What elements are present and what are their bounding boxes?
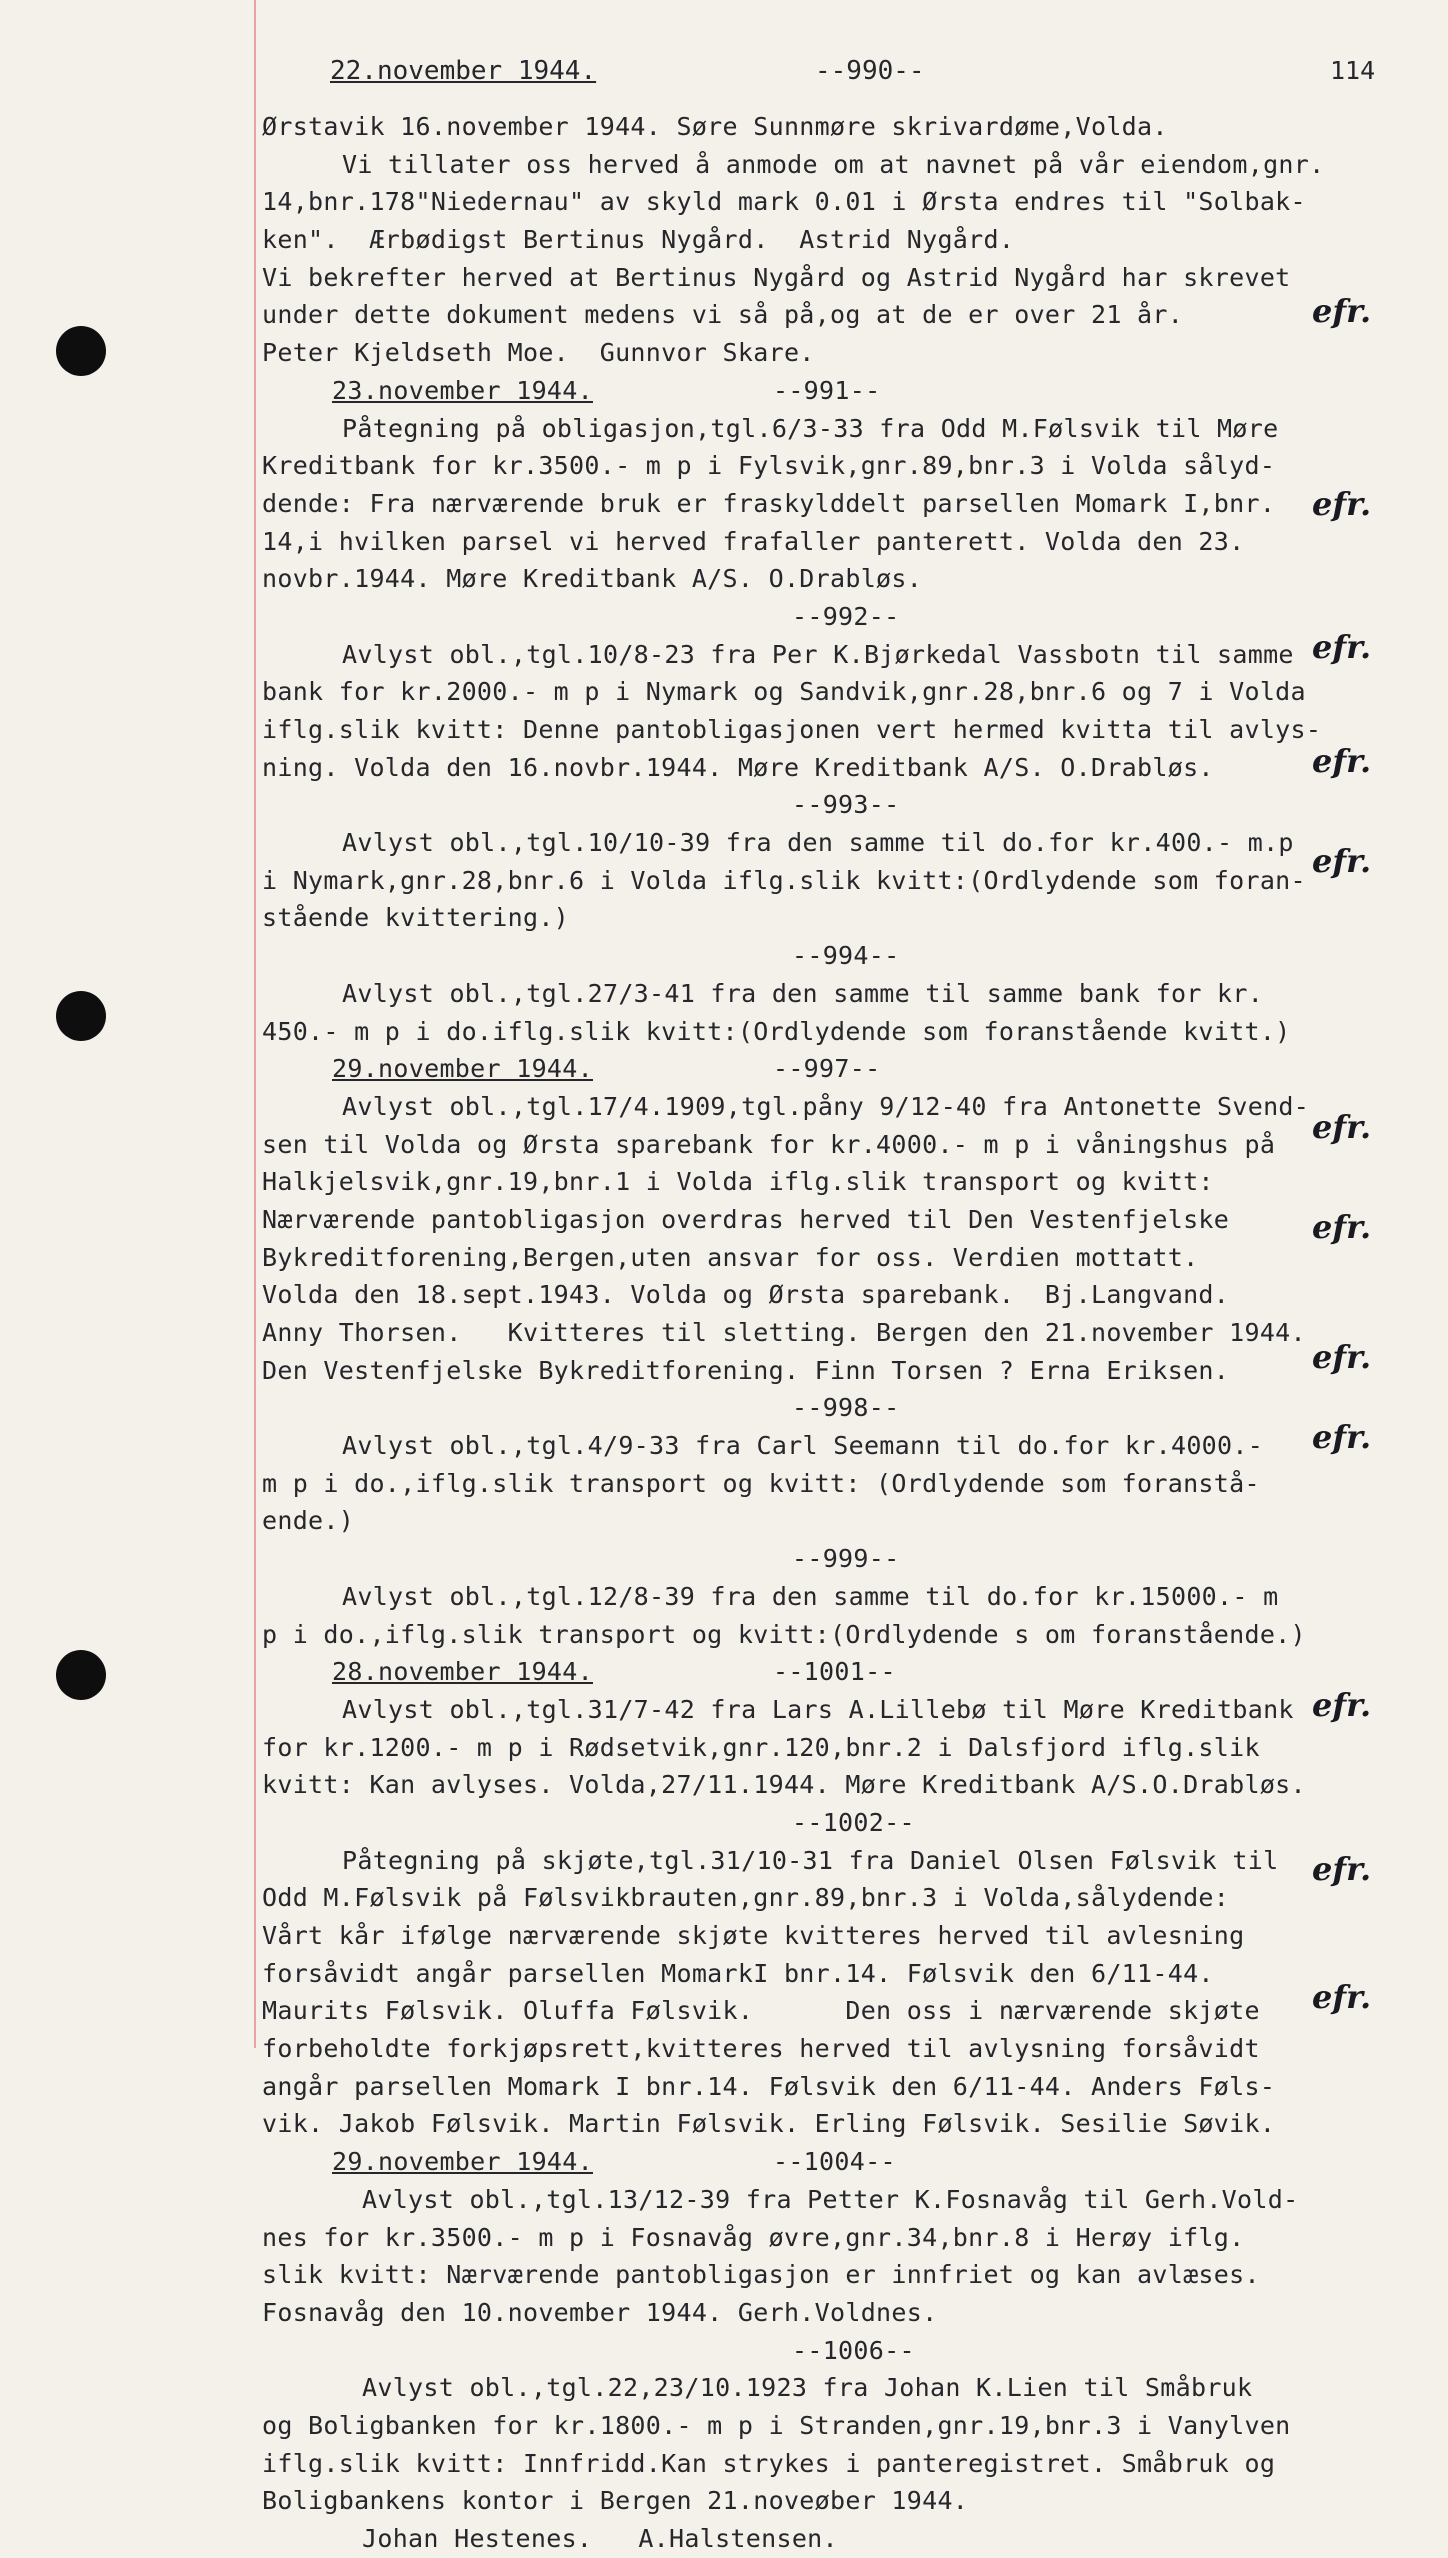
text-line: Avlyst obl.,tgl.27/3-41 fra den samme til samme bank for kr.: [342, 978, 1264, 1008]
text-line: Odd M.Følsvik på Følsvikbrauten,gnr.89,bnr.3 i Volda,sålydende:: [262, 1883, 1230, 1913]
text-line: Avlyst obl.,tgl.31/7-42 fra Lars A.Lillebø til Møre Kreditbank: [342, 1694, 1294, 1724]
text-line: nes for kr.3500.- m p i Fosnavåg øvre,gnr.34,bnr.8 i Herøy iflg.: [262, 2222, 1245, 2252]
text-line: iflg.slik kvitt: Denne pantobligasjonen vert hermed kvitta til avlys-: [262, 715, 1322, 744]
clerk-initials: efr.: [1312, 292, 1372, 330]
text-line: Avlyst obl.,tgl.10/10-39 fra den samme til do.for kr.400.- m.p: [342, 828, 1294, 858]
clerk-initials: efr.: [1312, 1418, 1372, 1456]
text-line: sen til Volda og Ørsta sparebank for kr.4000.- m p i våningshus på: [262, 1129, 1276, 1159]
text-line: Vi tillater oss herved å anmode om at navnet på vår eiendom,gnr.: [342, 149, 1325, 179]
entry-date: 23.november 1944.: [332, 375, 593, 405]
text-line: novbr.1944. Møre Kreditbank A/S. O.Drabløs.: [262, 564, 923, 594]
text-line: Avlyst obl.,tgl.13/12-39 fra Petter K.Fosnavåg til Gerh.Vold-: [362, 2184, 1299, 2214]
text-line: for kr.1200.- m p i Rødsetvik,gnr.120,bnr.2 i Dalsfjord iflg.slik: [262, 1732, 1260, 1762]
entry-date-line: [262, 1653, 1412, 1691]
punch-hole: [56, 326, 106, 376]
entry-number: --1004--: [772, 2147, 896, 2177]
clerk-initials: efr.: [1312, 1338, 1372, 1376]
text-line: Anny Thorsen. Kvitteres til sletting. Bergen den 21.november 1944.: [262, 1318, 1306, 1347]
text-line: p i do.,iflg.slik transport og kvitt:(Ordlydende s om foranstående.): [262, 1619, 1306, 1649]
entry-date-line: [262, 1050, 1412, 1088]
text-line: Påtegning på skjøte,tgl.31/10-31 fra Daniel Olsen Følsvik til: [342, 1845, 1279, 1875]
text-line: forbeholdte forkjøpsrett,kvitteres herved til avlysning forsåvidt: [262, 2034, 1260, 2064]
clerk-initials: efr.: [1312, 1978, 1372, 2016]
text-line: 14,i hvilken parsel vi herved frafaller panterett. Volda den 23.: [262, 526, 1245, 556]
text-line: forsåvidt angår parsellen MomarkI bnr.14. Følsvik den 6/11-44.: [262, 1958, 1214, 1988]
page-number: 114: [1330, 56, 1376, 85]
text-line: 450.- m p i do.iflg.slik kvitt:(Ordlydende som foranstående kvitt.): [262, 1016, 1291, 1046]
text-line: Johan Hestenes. A.Halstensen.: [362, 2524, 838, 2553]
entry-number: --998--: [792, 1393, 900, 1423]
text-line: og Boligbanken for kr.1800.- m p i Stranden,gnr.19,bnr.3 i Vanylven: [262, 2410, 1291, 2440]
entry-date-line: [262, 372, 1412, 410]
header-entry-number: --990--: [815, 56, 925, 86]
text-line: dende: Fra nærværende bruk er fraskylddelt parsellen Momark I,bnr.: [262, 488, 1276, 518]
text-line: Vi bekrefter herved at Bertinus Nygård og Astrid Nygård har skrevet: [262, 262, 1291, 292]
text-line: Avlyst obl.,tgl.4/9-33 fra Carl Seemann til do.for kr.4000.-: [342, 1431, 1264, 1461]
text-line: vik. Jakob Følsvik. Martin Følsvik. Erling Følsvik. Sesilie Søvik.: [262, 2109, 1276, 2139]
text-line: Avlyst obl.,tgl.17/4.1909,tgl.påny 9/12-40 fra Antonette Svend-: [342, 1091, 1310, 1121]
text-line: Vårt kår ifølge nærværende skjøte kvitteres herved til avlesning: [262, 1921, 1245, 1950]
clerk-initials: efr.: [1312, 1108, 1372, 1146]
clerk-initials: efr.: [1312, 1686, 1372, 1724]
clerk-initials: efr.: [1312, 485, 1372, 523]
entry-number: --993--: [792, 790, 900, 820]
text-line: ende.): [262, 1506, 355, 1536]
text-line: Nærværende pantobligasjon overdras herved til Den Vestenfjelske: [262, 1204, 1230, 1234]
text-line: Halkjelsvik,gnr.19,bnr.1 i Volda iflg.slik transport og kvitt:: [262, 1167, 1214, 1197]
entry-number: --991--: [772, 375, 881, 405]
text-line: m p i do.,iflg.slik transport og kvitt: (Ordlydende som foranstå-: [262, 1468, 1260, 1498]
text-line: Kreditbank for kr.3500.- m p i Fylsvik,gnr.89,bnr.3 i Volda sålyd-: [262, 451, 1276, 481]
text-line: Avlyst obl.,tgl.10/8-23 fra Per K.Bjørkedal Vassbotn til samme: [342, 639, 1294, 669]
entry-number: --992--: [792, 601, 900, 631]
text-line: Peter Kjeldseth Moe. Gunnvor Skare.: [262, 338, 815, 368]
text-line: iflg.slik kvitt: Innfridd.Kan strykes i panteregistret. Småbruk og: [262, 2448, 1276, 2478]
entry-number: --1002--: [792, 1807, 915, 1837]
entry-number: --997--: [772, 1054, 881, 1084]
text-line: bank for kr.2000.- m p i Nymark og Sandvik,gnr.28,bnr.6 og 7 i Volda: [262, 677, 1306, 707]
entry-date: 28.november 1944.: [332, 1657, 593, 1687]
text-line: Den Vestenfjelske Bykreditforening. Finn Torsen ? Erna Eriksen.: [262, 1355, 1230, 1385]
text-line: i Nymark,gnr.28,bnr.6 i Volda iflg.slik kvitt:(Ordlydende som foran-: [262, 865, 1306, 895]
text-line: Fosnavåg den 10.november 1944. Gerh.Voldnes.: [262, 2297, 938, 2327]
clerk-initials: efr.: [1312, 1850, 1372, 1888]
entry-number: --999--: [792, 1544, 900, 1574]
header-date: 22.november 1944.: [330, 56, 597, 86]
clerk-initials: efr.: [1312, 1208, 1372, 1246]
entry-date: 29.november 1944.: [332, 1054, 593, 1084]
entry-number: --1001--: [772, 1657, 896, 1687]
text-line: Avlyst obl.,tgl.22,23/10.1923 fra Johan K.Lien til Småbruk: [362, 2373, 1253, 2403]
text-line: Avlyst obl.,tgl.12/8-39 fra den samme til do.for kr.15000.- m: [342, 1581, 1279, 1611]
clerk-initials: efr.: [1312, 842, 1372, 880]
text-line: Maurits Følsvik. Oluffa Følsvik. Den oss i nærværende skjøte: [262, 1996, 1260, 2026]
text-line: stående kvittering.): [262, 903, 570, 933]
text-line: 14,bnr.178"Niedernau" av skyld mark 0.01 i Ørsta endres til "Solbak-: [262, 187, 1306, 217]
text-line: under dette dokument medens vi så på,og at de er over 21 år.: [262, 300, 1184, 330]
entry-date-line: [262, 2143, 1412, 2181]
text-line: Volda den 18.sept.1943. Volda og Ørsta sparebank. Bj.Langvand.: [262, 1280, 1230, 1310]
text-line: slik kvitt: Nærværende pantobligasjon er innfriet og kan avlæses.: [262, 2260, 1260, 2290]
entry-number: --1006--: [792, 2335, 915, 2365]
punch-hole: [56, 1650, 106, 1700]
clerk-initials: efr.: [1312, 742, 1372, 780]
entry-date: 29.november 1944.: [332, 2147, 593, 2177]
clerk-initials: efr.: [1312, 628, 1372, 666]
text-line: Ørstavik 16.november 1944. Søre Sunnmøre skrivardøme,Volda.: [262, 112, 1168, 141]
text-line: angår parsellen Momark I bnr.14. Følsvik den 6/11-44. Anders Føls-: [262, 2071, 1276, 2101]
text-line: ning. Volda den 16.novbr.1944. Møre Kreditbank A/S. O.Drabløs.: [262, 752, 1214, 782]
punch-hole: [56, 991, 106, 1041]
text-line: Påtegning på obligasjon,tgl.6/3-33 fra Odd M.Følsvik til Møre: [342, 413, 1279, 443]
text-line: Boligbankens kontor i Bergen 21.noveøber 1944.: [262, 2486, 969, 2516]
margin-rule: [254, 0, 256, 2048]
document-body: [262, 108, 1412, 2558]
text-line: kvitt: Kan avlyses. Volda,27/11.1944. Møre Kreditbank A/S.O.Drabløs.: [262, 1770, 1306, 1800]
entry-number: --994--: [792, 941, 900, 971]
text-line: ken". Ærbødigst Bertinus Nygård. Astrid Nygård.: [262, 225, 1015, 255]
text-line: Bykreditforening,Bergen,uten ansvar for oss. Verdien mottatt.: [262, 1242, 1199, 1272]
